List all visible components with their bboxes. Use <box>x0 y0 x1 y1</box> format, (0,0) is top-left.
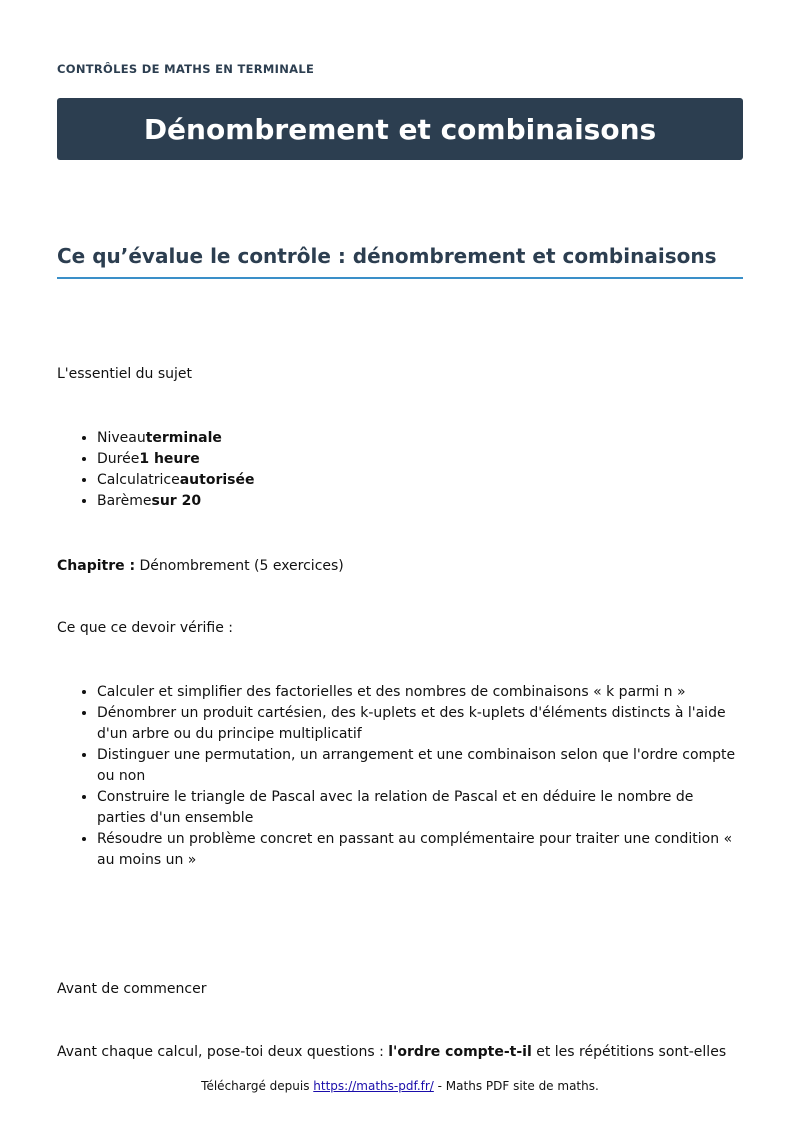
document-page <box>57 0 743 1132</box>
page-footer: Téléchargé depuis https://maths-pdf.fr/ - Maths PDF site de maths. <box>201 1079 599 1093</box>
chapter-value: Dénombrement (5 exercices) <box>135 558 344 574</box>
page-title: Dénombrement et combinaisons <box>143 112 657 146</box>
checks-list <box>57 682 743 871</box>
list-item: • Distinguer une permutation, un arrangement et une combinaison selon que l'ordre compte ou non <box>97 745 743 787</box>
chapter-label: Chapitre : <box>57 558 136 574</box>
list-item: • Niveauterminale <box>97 428 743 449</box>
list-item: • Durée1 heure <box>97 449 743 470</box>
series-label: CONTRÔLES DE MATHS EN TERMINALE <box>57 62 315 76</box>
essentials-intro: L'essentiel du sujet <box>57 366 193 382</box>
list-item: • Calculatriceautorisée <box>97 470 743 491</box>
list-item: • Barèmesur 20 <box>97 491 743 512</box>
list-item: • Calculer et simplifier des factorielles et des nombres de combinaisons « k parmi n » <box>97 682 743 703</box>
title-banner <box>57 98 743 160</box>
section-heading: Ce qu’évalue le contrôle : dénombrement et combinaisons <box>57 244 743 279</box>
before-text: Avant chaque calcul, pose-toi deux questions : l'ordre compte-t-il et les répétitions sont-elles <box>57 1044 727 1060</box>
checks-intro: Ce que ce devoir vérifie : <box>57 620 234 636</box>
chapter-line <box>57 556 344 577</box>
before-heading: Avant de commencer <box>57 981 207 997</box>
list-item: • Construire le triangle de Pascal avec la relation de Pascal et en déduire le nombre de parties d'un ensemble <box>97 787 743 829</box>
list-item: • Résoudre un problème concret en passant au complémentaire pour traiter une condition « au moins un » <box>97 829 743 871</box>
essentials-list <box>57 428 743 512</box>
list-item: • Dénombrer un produit cartésien, des k-uplets et des k-uplets d'éléments distincts à l'aide d'un arbre ou du principe multiplicatif <box>97 703 743 745</box>
source-link[interactable]: https://maths-pdf.fr/ <box>313 1079 434 1093</box>
